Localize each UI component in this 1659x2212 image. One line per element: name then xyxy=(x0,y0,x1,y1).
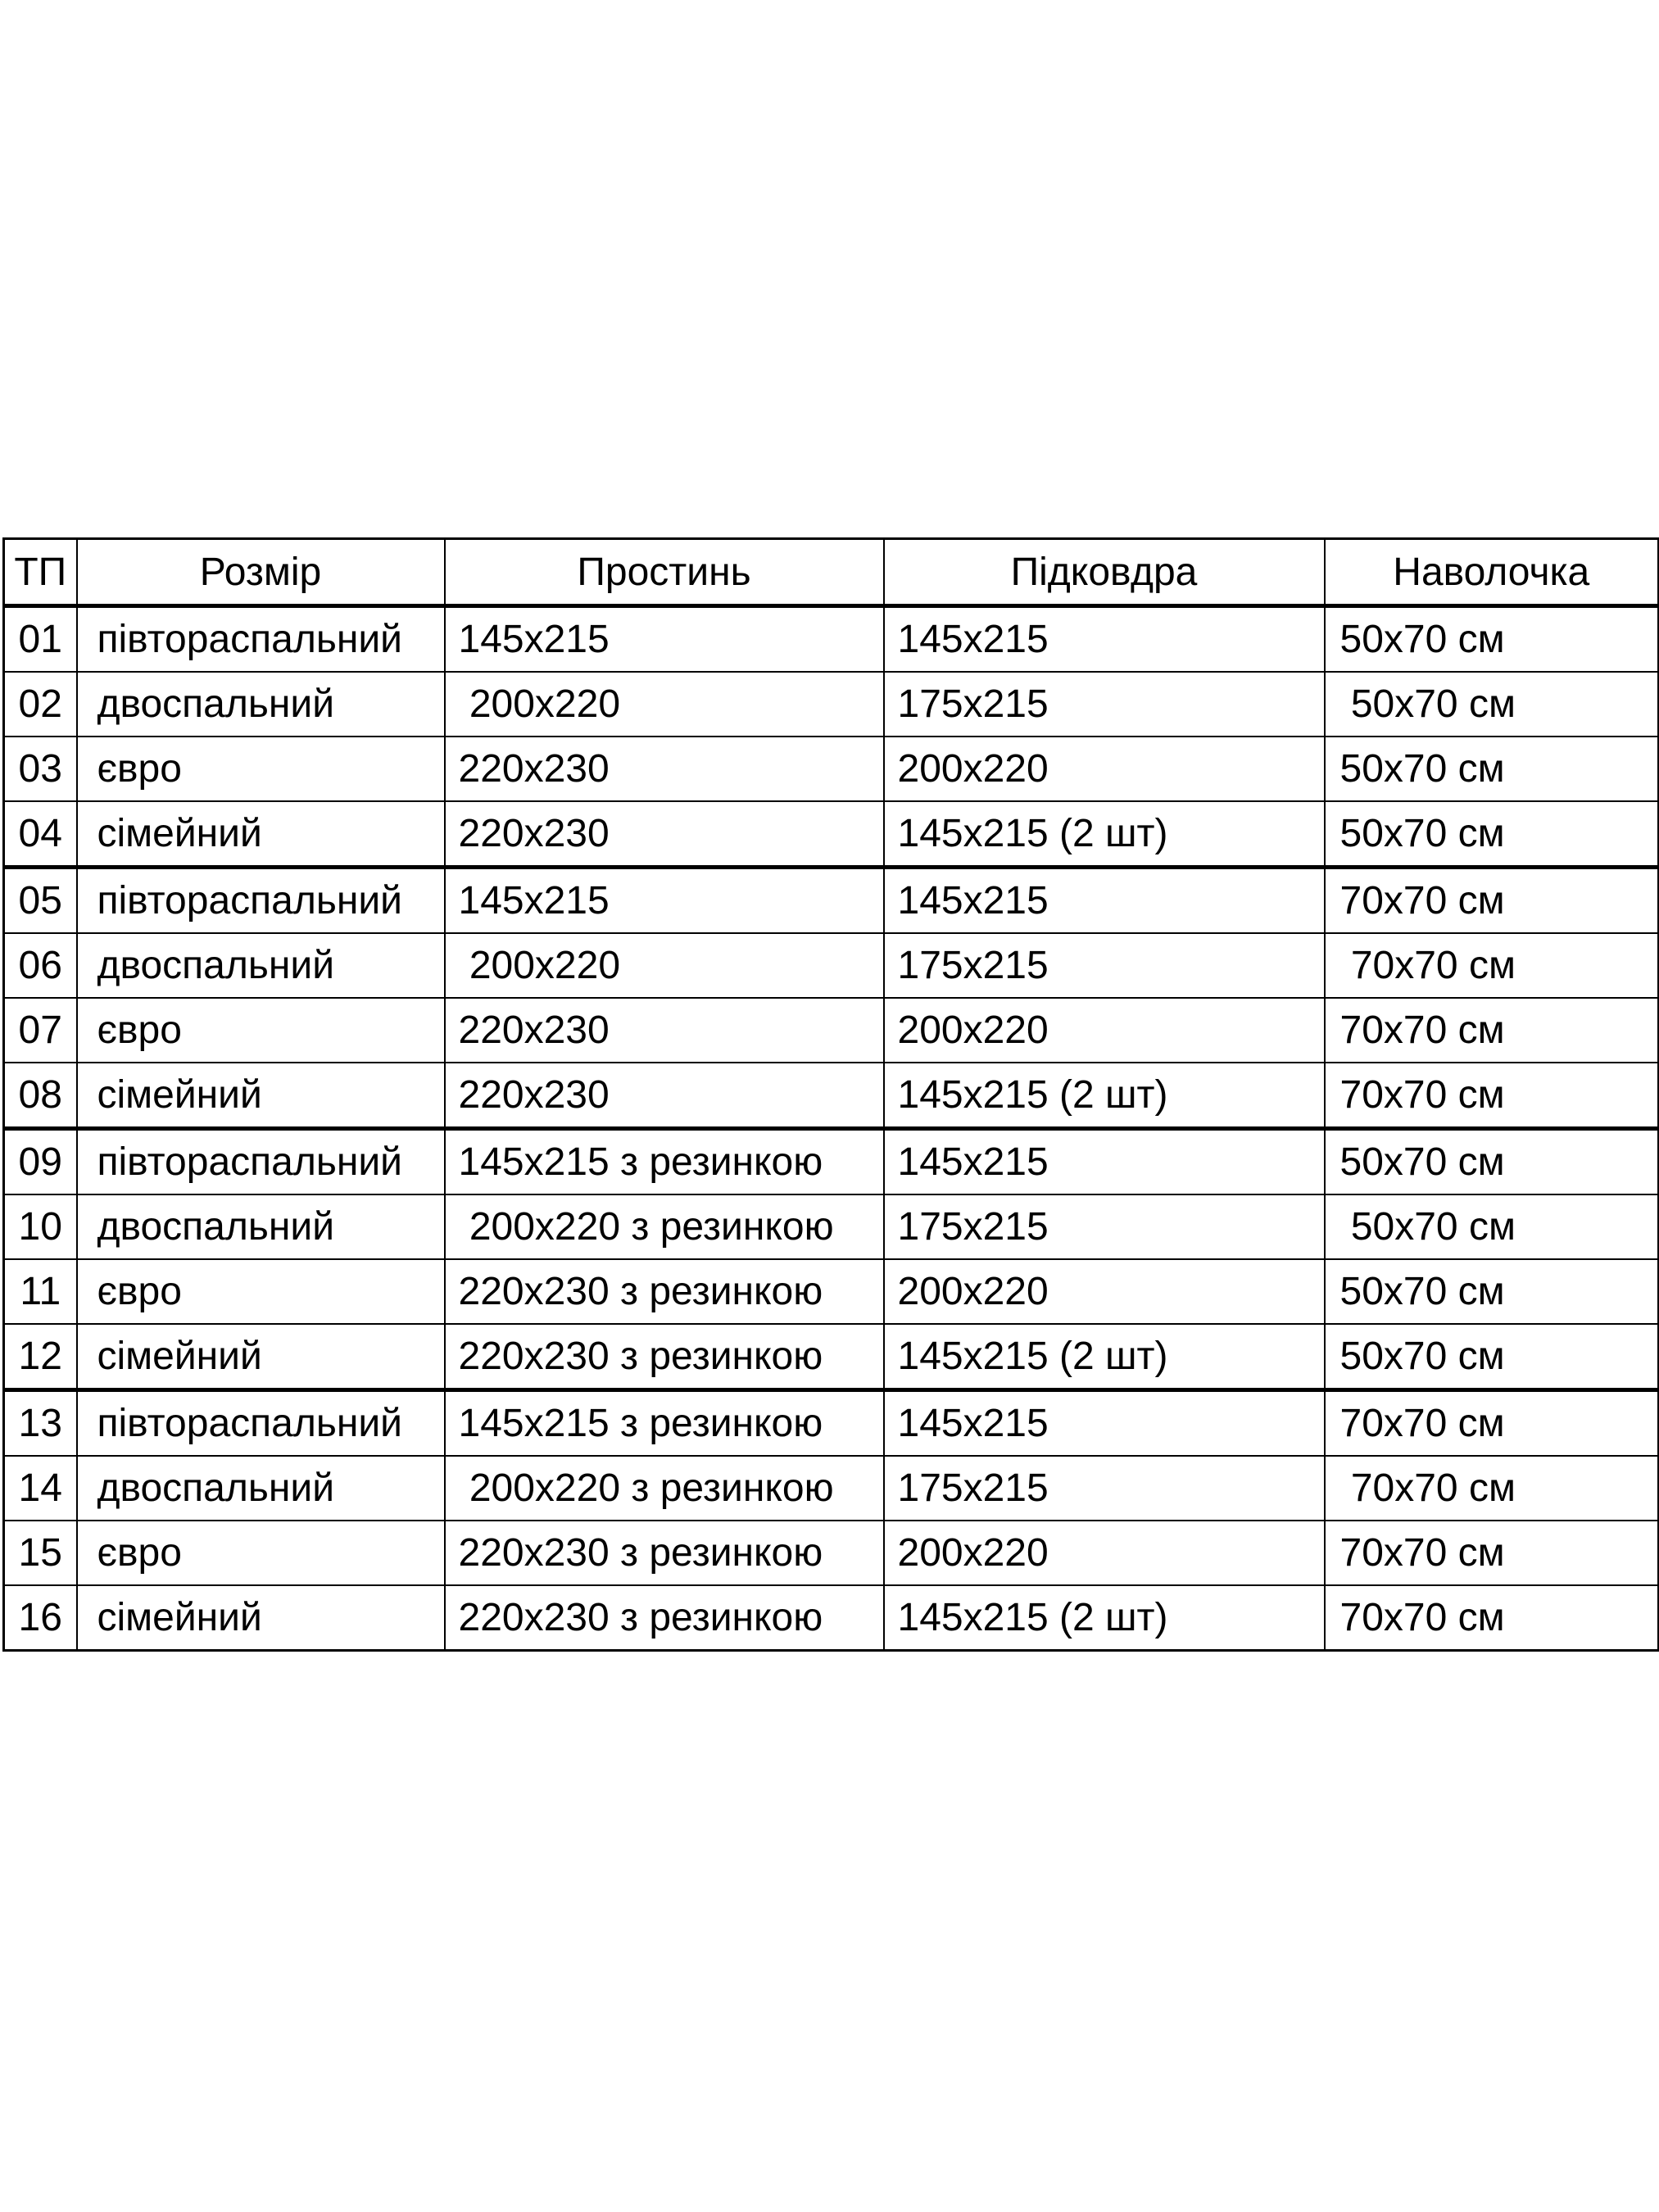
cell-sheet: 200х220 xyxy=(445,672,884,737)
header-cell-size: Розмір xyxy=(77,539,445,606)
cell-duvet: 145х215 (2 шт) xyxy=(884,1585,1325,1651)
cell-duvet: 175х215 xyxy=(884,1456,1325,1521)
bedding-size-table xyxy=(2,537,1659,1652)
cell-duvet: 145х215 (2 шт) xyxy=(884,1063,1325,1129)
cell-duvet: 200х220 xyxy=(884,998,1325,1063)
cell-duvet: 200х220 xyxy=(884,1259,1325,1324)
cell-duvet: 145х215 xyxy=(884,606,1325,673)
cell-size: двоспальний xyxy=(77,1194,445,1259)
cell-pillowcase: 50х70 см xyxy=(1325,737,1659,801)
table-row xyxy=(4,801,1659,868)
table-body xyxy=(4,606,1659,1651)
cell-size: євро xyxy=(77,1521,445,1585)
header-cell-pillowcase: Наволочка xyxy=(1325,539,1659,606)
cell-sheet: 145х215 xyxy=(445,868,884,934)
cell-size: півтораспальний xyxy=(77,1390,445,1457)
cell-sheet: 200х220 з резинкою xyxy=(445,1456,884,1521)
cell-size: євро xyxy=(77,737,445,801)
cell-sheet: 145х215 xyxy=(445,606,884,673)
cell-id: 11 xyxy=(4,1259,77,1324)
cell-pillowcase: 70х70 см xyxy=(1325,933,1659,998)
cell-pillowcase: 50х70 см xyxy=(1325,606,1659,673)
cell-sheet: 145х215 з резинкою xyxy=(445,1390,884,1457)
cell-duvet: 175х215 xyxy=(884,672,1325,737)
cell-pillowcase: 50х70 см xyxy=(1325,1129,1659,1195)
table-row xyxy=(4,1456,1659,1521)
cell-id: 10 xyxy=(4,1194,77,1259)
table-row xyxy=(4,1129,1659,1195)
cell-id: 03 xyxy=(4,737,77,801)
cell-pillowcase: 50х70 см xyxy=(1325,1259,1659,1324)
cell-id: 04 xyxy=(4,801,77,868)
table-row xyxy=(4,672,1659,737)
cell-size: сімейний xyxy=(77,1324,445,1390)
table-row xyxy=(4,933,1659,998)
cell-size: євро xyxy=(77,998,445,1063)
cell-duvet: 145х215 xyxy=(884,868,1325,934)
header-cell-sheet: Простинь xyxy=(445,539,884,606)
table-header xyxy=(4,539,1659,606)
cell-id: 01 xyxy=(4,606,77,673)
cell-sheet: 220х230 з резинкою xyxy=(445,1585,884,1651)
cell-duvet: 200х220 xyxy=(884,1521,1325,1585)
cell-duvet: 175х215 xyxy=(884,933,1325,998)
table-row xyxy=(4,1390,1659,1457)
cell-id: 16 xyxy=(4,1585,77,1651)
table-row xyxy=(4,1521,1659,1585)
cell-sheet: 200х220 з резинкою xyxy=(445,1194,884,1259)
cell-size: двоспальний xyxy=(77,672,445,737)
cell-sheet: 200х220 xyxy=(445,933,884,998)
header-row xyxy=(4,539,1659,606)
cell-sheet: 145х215 з резинкою xyxy=(445,1129,884,1195)
cell-sheet: 220х230 xyxy=(445,1063,884,1129)
cell-duvet: 175х215 xyxy=(884,1194,1325,1259)
cell-duvet: 145х215 (2 шт) xyxy=(884,1324,1325,1390)
cell-size: півтораспальний xyxy=(77,868,445,934)
cell-pillowcase: 70х70 см xyxy=(1325,1521,1659,1585)
cell-pillowcase: 50х70 см xyxy=(1325,672,1659,737)
cell-pillowcase: 70х70 см xyxy=(1325,868,1659,934)
cell-size: сімейний xyxy=(77,801,445,868)
cell-pillowcase: 70х70 см xyxy=(1325,1456,1659,1521)
table-row xyxy=(4,998,1659,1063)
cell-size: двоспальний xyxy=(77,933,445,998)
cell-pillowcase: 70х70 см xyxy=(1325,1390,1659,1457)
cell-sheet: 220х230 xyxy=(445,801,884,868)
cell-pillowcase: 70х70 см xyxy=(1325,1585,1659,1651)
cell-id: 06 xyxy=(4,933,77,998)
cell-size: півтораспальний xyxy=(77,606,445,673)
cell-size: євро xyxy=(77,1259,445,1324)
cell-sheet: 220х230 з резинкою xyxy=(445,1521,884,1585)
table-row xyxy=(4,1324,1659,1390)
cell-sheet: 220х230 xyxy=(445,998,884,1063)
header-cell-id: ТП xyxy=(4,539,77,606)
table-row xyxy=(4,1259,1659,1324)
table-row xyxy=(4,1194,1659,1259)
cell-duvet: 200х220 xyxy=(884,737,1325,801)
cell-pillowcase: 70х70 см xyxy=(1325,1063,1659,1129)
cell-id: 13 xyxy=(4,1390,77,1457)
cell-sheet: 220х230 з резинкою xyxy=(445,1259,884,1324)
cell-duvet: 145х215 xyxy=(884,1390,1325,1457)
cell-pillowcase: 70х70 см xyxy=(1325,998,1659,1063)
header-cell-duvet: Підковдра xyxy=(884,539,1325,606)
cell-id: 15 xyxy=(4,1521,77,1585)
table-row xyxy=(4,1063,1659,1129)
cell-id: 09 xyxy=(4,1129,77,1195)
cell-pillowcase: 50х70 см xyxy=(1325,801,1659,868)
cell-size: сімейний xyxy=(77,1063,445,1129)
cell-pillowcase: 50х70 см xyxy=(1325,1194,1659,1259)
cell-sheet: 220х230 xyxy=(445,737,884,801)
cell-id: 05 xyxy=(4,868,77,934)
cell-sheet: 220х230 з резинкою xyxy=(445,1324,884,1390)
cell-id: 02 xyxy=(4,672,77,737)
cell-size: півтораспальний xyxy=(77,1129,445,1195)
cell-id: 07 xyxy=(4,998,77,1063)
table-row xyxy=(4,1585,1659,1651)
cell-pillowcase: 50х70 см xyxy=(1325,1324,1659,1390)
cell-duvet: 145х215 xyxy=(884,1129,1325,1195)
table-row xyxy=(4,606,1659,673)
cell-size: двоспальний xyxy=(77,1456,445,1521)
cell-size: сімейний xyxy=(77,1585,445,1651)
table-row xyxy=(4,737,1659,801)
cell-id: 12 xyxy=(4,1324,77,1390)
table-row xyxy=(4,868,1659,934)
cell-id: 14 xyxy=(4,1456,77,1521)
cell-id: 08 xyxy=(4,1063,77,1129)
cell-duvet: 145х215 (2 шт) xyxy=(884,801,1325,868)
